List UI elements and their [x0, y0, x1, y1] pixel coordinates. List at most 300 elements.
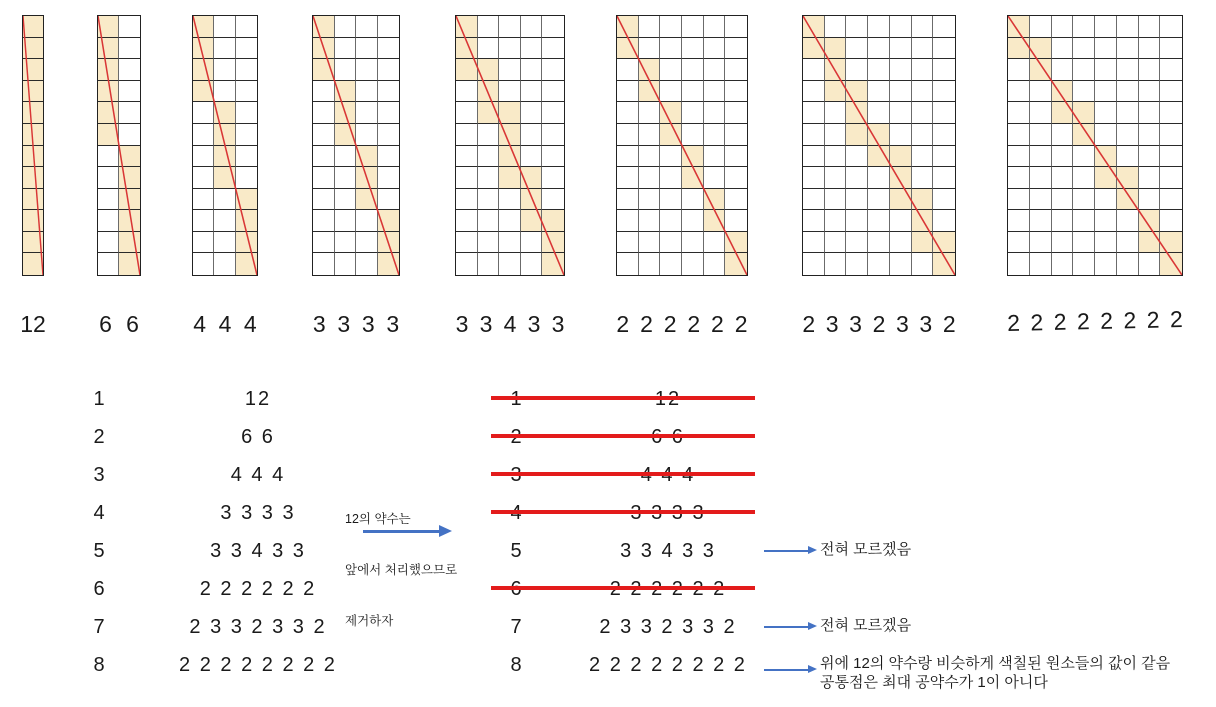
grid-cell — [478, 38, 500, 60]
grid-cell — [825, 16, 847, 38]
note-text-line: 전혀 모르겠음 — [820, 541, 912, 558]
right-list-index: 8 — [510, 654, 522, 676]
note-arrow-head-icon — [808, 665, 817, 673]
grid-cell — [1160, 124, 1182, 146]
note-text — [820, 654, 1170, 692]
grid-cell-highlighted — [335, 124, 357, 146]
grid-cell-highlighted — [1160, 253, 1182, 275]
grid-cell — [617, 59, 639, 81]
grid-cell — [236, 167, 257, 189]
grid-cell — [98, 146, 119, 168]
grid-label-number: 2 — [734, 311, 748, 337]
grid-label-number: 12 — [20, 311, 46, 337]
grid-cell-highlighted — [1030, 38, 1052, 60]
grid-cell — [803, 253, 825, 275]
grid-cell-highlighted — [912, 232, 934, 254]
grid-cell — [803, 102, 825, 124]
grid-cell — [868, 81, 890, 103]
grid-cell-highlighted — [236, 253, 257, 275]
grid-cell — [1052, 124, 1074, 146]
grid-cell — [1073, 167, 1095, 189]
grid-label-number: 3 — [849, 311, 862, 337]
grid-cell — [1008, 210, 1030, 232]
grid-label-number: 4 — [503, 311, 517, 337]
grid-cell-highlighted — [868, 124, 890, 146]
grid-label-number: 6 — [99, 311, 112, 337]
grid-cell — [660, 167, 682, 189]
grid-cell — [825, 102, 847, 124]
grid-cell — [98, 253, 119, 275]
grid-cell — [1052, 232, 1074, 254]
grid-cell — [682, 102, 704, 124]
grid-cell — [803, 146, 825, 168]
grid-cell — [1117, 232, 1139, 254]
grid-cell — [912, 81, 934, 103]
grid-cell — [704, 167, 726, 189]
grid-cell — [639, 16, 661, 38]
grid-cell — [725, 210, 747, 232]
grid-cell — [868, 38, 890, 60]
grid-cell — [98, 167, 119, 189]
grid-cell — [1052, 16, 1074, 38]
grid-cell — [542, 189, 564, 211]
grid-cell-highlighted — [725, 253, 747, 275]
grid-label-number: 2 — [1169, 306, 1184, 333]
grid-cell-highlighted — [478, 102, 500, 124]
grid-cell — [119, 59, 140, 81]
grid-cell — [499, 81, 521, 103]
grid-cell — [890, 210, 912, 232]
grid-cell — [356, 81, 378, 103]
right-list-index: 7 — [510, 616, 522, 638]
grid-cell — [933, 102, 955, 124]
note-text — [820, 540, 911, 559]
grid-cell-highlighted — [1052, 102, 1074, 124]
right-list-index: 5 — [510, 540, 522, 562]
grid-cell — [933, 167, 955, 189]
grid-cell-highlighted — [119, 189, 140, 211]
divided-grid-3 — [192, 15, 258, 276]
grid-cell — [1008, 59, 1030, 81]
grid-cell — [825, 167, 847, 189]
grid-cell — [1008, 253, 1030, 275]
grid-cell — [660, 38, 682, 60]
left-list-index: 2 — [93, 426, 105, 448]
grid-label-number: 2 — [711, 311, 724, 337]
grid-cell — [542, 81, 564, 103]
grid-cell-highlighted — [1030, 59, 1052, 81]
grid-cell — [1052, 167, 1074, 189]
grid-cell — [846, 189, 868, 211]
grid-cell — [1095, 81, 1117, 103]
grid-cell-highlighted — [1008, 16, 1030, 38]
grid-cell — [378, 189, 400, 211]
grid-cell — [825, 253, 847, 275]
grid-cell — [521, 59, 543, 81]
grid-label-number: 2 — [640, 311, 653, 337]
grid-cell-highlighted — [378, 253, 400, 275]
grid-cell — [1008, 146, 1030, 168]
grid-cell — [1095, 210, 1117, 232]
grid-cell — [313, 81, 335, 103]
grid-cell-highlighted — [1008, 38, 1030, 60]
grid-cell — [639, 38, 661, 60]
note-text-line: 전혀 모르겠음 — [820, 617, 912, 634]
grid-cell — [846, 210, 868, 232]
grid-cell — [378, 16, 400, 38]
grid-cell — [660, 232, 682, 254]
grid-label-6 — [611, 309, 753, 339]
grid-cell — [682, 81, 704, 103]
grid-cell — [825, 232, 847, 254]
grid-cell — [1117, 81, 1139, 103]
divided-grid-4 — [312, 15, 400, 276]
grid-cell-highlighted — [23, 253, 43, 275]
grid-cell — [214, 38, 235, 60]
grid-label-number: 2 — [616, 311, 630, 337]
grid-cell — [214, 59, 235, 81]
grid-cell-highlighted — [23, 102, 43, 124]
grid-cell-highlighted — [23, 189, 43, 211]
left-list-index: 3 — [93, 464, 105, 486]
grid-cell — [933, 189, 955, 211]
grid-cell — [868, 210, 890, 232]
grid-label-number: 2 — [1076, 308, 1091, 335]
grid-label-number: 2 — [687, 311, 701, 337]
grid-cell — [1160, 81, 1182, 103]
grid-cell — [803, 167, 825, 189]
grid-cell-highlighted — [335, 81, 357, 103]
note-text-line: 공통점은 최대 공약수가 1이 아니다 — [820, 674, 1048, 691]
grid-cell-highlighted — [912, 210, 934, 232]
grid-cell-highlighted — [23, 146, 43, 168]
grid-cell — [542, 167, 564, 189]
middle-annotation-line: 제거하자 — [345, 614, 394, 628]
grid-cell — [617, 167, 639, 189]
grid-cell — [119, 102, 140, 124]
left-list-value: 2 2 2 2 2 2 2 2 — [179, 654, 337, 676]
grid-cell — [1117, 253, 1139, 275]
grid-cell — [193, 189, 214, 211]
grid-cell — [1030, 146, 1052, 168]
grid-cell — [639, 102, 661, 124]
grid-cell — [1052, 38, 1074, 60]
strikethrough-line — [491, 434, 755, 438]
grid-cell — [335, 232, 357, 254]
left-list-value: 2 3 3 2 3 3 2 — [189, 616, 327, 638]
grid-cell-highlighted — [825, 59, 847, 81]
grid-cell — [1139, 38, 1161, 60]
grid-cell-highlighted — [542, 253, 564, 275]
grid-cell — [803, 232, 825, 254]
grid-cell — [1073, 189, 1095, 211]
grid-cell — [236, 16, 257, 38]
grid-cell-highlighted — [1073, 124, 1095, 146]
grid-cell — [1117, 146, 1139, 168]
grid-cell-highlighted — [499, 124, 521, 146]
grid-cell — [639, 167, 661, 189]
grid-cell — [478, 16, 500, 38]
grid-cell — [660, 253, 682, 275]
grid-cell — [1139, 16, 1161, 38]
grid-cell — [1030, 102, 1052, 124]
grid-cell — [356, 38, 378, 60]
grid-cell-highlighted — [313, 59, 335, 81]
divided-grid-2 — [97, 15, 141, 276]
grid-cell — [1052, 146, 1074, 168]
grid-cell — [378, 167, 400, 189]
grid-cell — [912, 16, 934, 38]
grid-cell-highlighted — [617, 38, 639, 60]
grid-cell — [1160, 210, 1182, 232]
grid-cell — [456, 210, 478, 232]
grid-cell — [617, 210, 639, 232]
grid-cell-highlighted — [803, 38, 825, 60]
grid-cell — [119, 81, 140, 103]
grid-cell — [1030, 232, 1052, 254]
grid-cell — [1073, 59, 1095, 81]
grid-cell — [933, 124, 955, 146]
grid-cell — [1073, 81, 1095, 103]
grid-cell — [1117, 124, 1139, 146]
grid-cell — [542, 146, 564, 168]
left-list-value: 6 6 — [241, 426, 275, 448]
grid-cell — [704, 102, 726, 124]
grid-cell — [617, 146, 639, 168]
grid-label-number: 3 — [527, 311, 541, 337]
grid-cell-highlighted — [193, 81, 214, 103]
grid-cell — [313, 124, 335, 146]
grid-cell — [682, 59, 704, 81]
grid-cell — [378, 124, 400, 146]
grid-cell — [682, 210, 704, 232]
grid-cell-highlighted — [660, 124, 682, 146]
grid-cell-highlighted — [639, 81, 661, 103]
grid-cell-highlighted — [660, 102, 682, 124]
grid-cell — [868, 102, 890, 124]
grid-cell — [825, 146, 847, 168]
grid-cell — [704, 16, 726, 38]
grid-cell — [725, 81, 747, 103]
grid-cell — [478, 232, 500, 254]
middle-annotation-line: 12의 약수는 — [345, 512, 411, 526]
grid-cell-highlighted — [890, 146, 912, 168]
grid-cell — [1160, 189, 1182, 211]
grid-cell — [933, 16, 955, 38]
grid-cell — [725, 38, 747, 60]
grid-cell-highlighted — [1095, 167, 1117, 189]
grid-label-number: 2 — [942, 311, 956, 337]
grid-cell-highlighted — [499, 146, 521, 168]
grid-cell — [846, 253, 868, 275]
grid-cell — [912, 102, 934, 124]
grid-cell — [499, 189, 521, 211]
grid-cell — [868, 16, 890, 38]
grid-cell — [499, 59, 521, 81]
grid-label-number: 6 — [126, 311, 139, 337]
grid-cell-highlighted — [236, 232, 257, 254]
grid-cell-highlighted — [356, 167, 378, 189]
grid-cell — [1117, 59, 1139, 81]
grid-cell — [1073, 38, 1095, 60]
grid-cell-highlighted — [521, 189, 543, 211]
grid-cell — [313, 189, 335, 211]
grid-cell-highlighted — [1139, 210, 1161, 232]
grid-cell-highlighted — [803, 16, 825, 38]
grid-cell-highlighted — [1139, 232, 1161, 254]
grid-label-number: 2 — [1006, 309, 1021, 336]
grid-cell — [1160, 59, 1182, 81]
grid-cell — [803, 189, 825, 211]
grid-cell — [725, 102, 747, 124]
grid-cell — [1139, 102, 1161, 124]
grid-cell — [214, 232, 235, 254]
grid-cell — [1095, 253, 1117, 275]
grid-cell — [660, 59, 682, 81]
grid-cell — [617, 124, 639, 146]
grid-label-number: 4 — [243, 311, 257, 337]
grid-cell — [478, 253, 500, 275]
grid-cell — [890, 38, 912, 60]
grid-cell — [193, 232, 214, 254]
grid-label-7 — [797, 309, 961, 339]
grid-cell — [1030, 81, 1052, 103]
grid-cell — [542, 16, 564, 38]
grid-cell — [617, 81, 639, 103]
note-text-line: 위에 12의 약수랑 비슷하게 색칠된 원소들의 값이 같음 — [820, 655, 1171, 672]
grid-cell — [660, 146, 682, 168]
grid-cell-highlighted — [456, 16, 478, 38]
grid-cell — [456, 146, 478, 168]
grid-label-number: 3 — [551, 311, 565, 337]
grid-cell-highlighted — [23, 16, 43, 38]
grid-cell — [846, 16, 868, 38]
grid-cell-highlighted — [456, 59, 478, 81]
grid-cell-highlighted — [846, 124, 868, 146]
grid-label-number: 3 — [386, 311, 400, 337]
grid-cell-highlighted — [313, 38, 335, 60]
grid-label-number: 2 — [1030, 309, 1044, 336]
grid-cell — [542, 102, 564, 124]
grid-cell — [1030, 253, 1052, 275]
divided-grid-6 — [616, 15, 748, 276]
grid-cell — [890, 102, 912, 124]
grid-cell — [933, 38, 955, 60]
grid-cell — [1160, 167, 1182, 189]
grid-label-number: 3 — [455, 311, 469, 337]
grid-cell — [868, 59, 890, 81]
grid-cell — [356, 210, 378, 232]
grid-cell — [542, 59, 564, 81]
grid-cell — [356, 232, 378, 254]
grid-cell — [1117, 210, 1139, 232]
grid-cell — [335, 146, 357, 168]
grid-cell-highlighted — [193, 16, 214, 38]
grid-cell — [478, 167, 500, 189]
grid-cell — [682, 16, 704, 38]
grid-cell — [1008, 232, 1030, 254]
grid-cell — [335, 38, 357, 60]
grid-cell — [356, 253, 378, 275]
grid-cell — [456, 102, 478, 124]
grid-cell — [456, 81, 478, 103]
grid-cell-highlighted — [890, 189, 912, 211]
grid-cell — [236, 81, 257, 103]
grid-cell — [1160, 38, 1182, 60]
grid-cell — [1095, 102, 1117, 124]
grid-cell-highlighted — [1160, 232, 1182, 254]
grid-cell — [335, 167, 357, 189]
grid-cell-highlighted — [499, 167, 521, 189]
grid-cell — [521, 102, 543, 124]
grid-cell — [825, 189, 847, 211]
grid-cell — [1052, 189, 1074, 211]
grid-cell — [1139, 124, 1161, 146]
strikethrough-line — [491, 396, 755, 400]
grid-cell — [356, 16, 378, 38]
grid-cell — [119, 16, 140, 38]
right-list-value: 3 3 4 3 3 — [620, 540, 716, 562]
grid-cell — [478, 124, 500, 146]
grid-cell — [542, 124, 564, 146]
grid-cell-highlighted — [236, 210, 257, 232]
grid-cell — [478, 189, 500, 211]
left-list-value: 12 — [244, 388, 272, 410]
grid-cell — [1160, 102, 1182, 124]
grid-cell-highlighted — [456, 38, 478, 60]
grid-cell — [1008, 124, 1030, 146]
grid-cell — [617, 253, 639, 275]
grid-cell-highlighted — [542, 232, 564, 254]
grid-cell — [846, 59, 868, 81]
grid-cell — [313, 232, 335, 254]
middle-annotation-line: 앞에서 처리했으므로 — [345, 563, 458, 577]
grid-cell — [1095, 232, 1117, 254]
grid-cell-highlighted — [119, 253, 140, 275]
grid-cell — [704, 253, 726, 275]
grid-cell-highlighted — [356, 146, 378, 168]
grid-cell-highlighted — [521, 210, 543, 232]
grid-cell — [313, 210, 335, 232]
note-arrow — [764, 626, 808, 628]
grid-cell-highlighted — [1117, 167, 1139, 189]
grid-cell — [236, 124, 257, 146]
grid-cell — [933, 210, 955, 232]
grid-label-number: 2 — [1099, 307, 1114, 334]
grid-cell — [704, 124, 726, 146]
grid-cell-highlighted — [313, 16, 335, 38]
grid-cell — [803, 59, 825, 81]
grid-cell-highlighted — [98, 81, 119, 103]
grid-cell — [933, 81, 955, 103]
grid-cell — [639, 124, 661, 146]
grid-cell — [890, 124, 912, 146]
grid-label-number: 3 — [896, 311, 909, 337]
grid-cell — [1139, 167, 1161, 189]
grid-cell — [1030, 167, 1052, 189]
grid-cell-highlighted — [846, 102, 868, 124]
grid-cell — [1008, 167, 1030, 189]
grid-cell-highlighted — [704, 189, 726, 211]
grid-cell — [456, 189, 478, 211]
grid-cell — [803, 124, 825, 146]
grid-cell — [617, 102, 639, 124]
grid-cell — [98, 189, 119, 211]
grid-cell-highlighted — [23, 210, 43, 232]
grid-cell — [456, 253, 478, 275]
grid-cell — [236, 59, 257, 81]
grid-cell-highlighted — [193, 59, 214, 81]
